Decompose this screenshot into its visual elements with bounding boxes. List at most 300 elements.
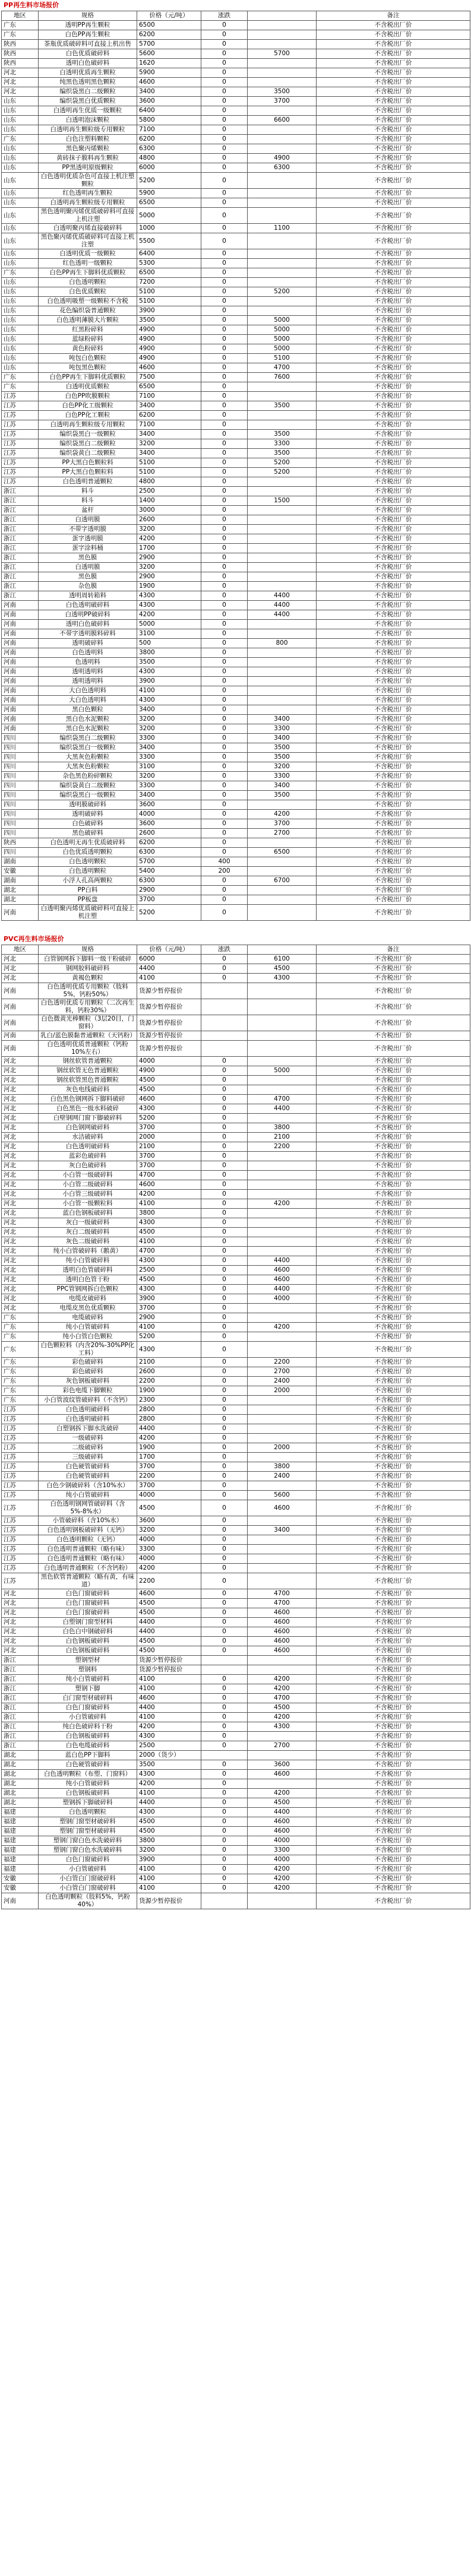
change-cell: 0 xyxy=(201,1443,248,1453)
price-cell: 2200 xyxy=(137,1377,201,1386)
change-cell: 0 xyxy=(201,224,248,233)
table-row xyxy=(2,1694,470,1703)
reference-cell: 3200 xyxy=(248,762,317,772)
reference-cell: 4000 xyxy=(248,1294,317,1304)
note-cell: 不含税出厂价 xyxy=(317,658,470,667)
spec-cell: 纯小白管破碎料 xyxy=(39,1323,137,1332)
change-cell: 0 xyxy=(201,1313,248,1323)
note-cell: 不含税出厂价 xyxy=(317,867,470,876)
price-cell: 4700 xyxy=(137,1247,201,1256)
reference-cell: 4000 xyxy=(248,1836,317,1846)
table-row xyxy=(2,983,470,999)
spec-cell: 黑白色水泥颗粒 xyxy=(39,715,137,724)
price-cell: 4000 xyxy=(137,1491,201,1500)
reference-cell xyxy=(248,1453,317,1462)
change-cell: 0 xyxy=(201,1481,248,1491)
region-cell: 四川 xyxy=(2,772,39,781)
spec-cell: 黑色破碎料 xyxy=(39,829,137,838)
region-cell: 四川 xyxy=(2,800,39,810)
note-cell: 不含税出厂价 xyxy=(317,87,470,97)
price-cell: 4600 xyxy=(137,78,201,87)
reference-cell xyxy=(248,125,317,135)
change-cell: 0 xyxy=(201,1171,248,1180)
reference-cell xyxy=(248,620,317,629)
reference-cell xyxy=(248,268,317,278)
price-cell: 4500 xyxy=(137,1827,201,1836)
region-cell: 河南 xyxy=(2,648,39,658)
price-cell: 3200 xyxy=(137,1846,201,1855)
table-row xyxy=(2,1554,470,1564)
note-cell: 不含税出厂价 xyxy=(317,1545,470,1554)
note-cell: 不含税出厂价 xyxy=(317,1722,470,1732)
price-cell: 3700 xyxy=(137,1304,201,1313)
spec-cell: 白透明优质颗粒 xyxy=(39,382,137,392)
spec-cell: 小白管三级破碎料 xyxy=(39,1190,137,1199)
change-cell: 0 xyxy=(201,886,248,895)
table-row xyxy=(2,582,470,591)
table-row xyxy=(2,233,470,249)
spec-cell: 黑色膜 xyxy=(39,553,137,563)
note-cell: 不含税出厂价 xyxy=(317,1123,470,1133)
change-cell: 0 xyxy=(201,1535,248,1545)
table-row xyxy=(2,1779,470,1789)
reference-cell: 4900 xyxy=(248,154,317,163)
reference-cell: 3500 xyxy=(248,449,317,458)
note-cell: 不含税出厂价 xyxy=(317,1627,470,1637)
spec-cell: 白色颗粒料（内含20%-30%PP化工料） xyxy=(39,1342,137,1358)
region-cell: 湖北 xyxy=(2,1789,39,1798)
region-cell: 山东 xyxy=(2,173,39,189)
region-cell: 山东 xyxy=(2,224,39,233)
change-cell: 0 xyxy=(201,591,248,601)
spec-cell: 黄褐色颗粒 xyxy=(39,974,137,983)
column-header: 地区 xyxy=(2,945,39,955)
change-cell: 0 xyxy=(201,974,248,983)
change-cell: 0 xyxy=(201,1884,248,1893)
change-cell: 0 xyxy=(201,382,248,392)
change-cell: 0 xyxy=(201,629,248,639)
spec-cell: 黄色粉碎料 xyxy=(39,344,137,354)
note-cell: 不含税出厂价 xyxy=(317,1294,470,1304)
region-cell: 河南 xyxy=(2,715,39,724)
note-cell: 不含税出厂价 xyxy=(317,1218,470,1228)
note-cell: 不含税出厂价 xyxy=(317,144,470,154)
spec-cell: 黑色膜 xyxy=(39,572,137,582)
section-title: PP再生料市场报价 xyxy=(4,1,59,9)
region-cell: 浙江 xyxy=(2,1713,39,1722)
spec-cell: 透明白色破碎料 xyxy=(39,620,137,629)
spec-cell: 白透明膜 xyxy=(39,563,137,572)
reference-cell: 4200 xyxy=(248,1675,317,1684)
spec-cell: PP板盘 xyxy=(39,895,137,905)
reference-cell xyxy=(248,1304,317,1313)
reference-cell: 5200 xyxy=(248,287,317,297)
note-cell: 不含税出厂价 xyxy=(317,1066,470,1076)
note-cell: 不含税出厂价 xyxy=(317,125,470,135)
note-cell: 不含税出厂价 xyxy=(317,800,470,810)
change-cell: 0 xyxy=(201,1386,248,1396)
price-cell: 3400 xyxy=(137,87,201,97)
reference-cell: 2700 xyxy=(248,829,317,838)
table-row xyxy=(2,1516,470,1526)
region-cell: 安徽 xyxy=(2,1884,39,1893)
reference-cell xyxy=(248,1516,317,1526)
table-row xyxy=(2,955,470,964)
note-cell: 不含税出厂价 xyxy=(317,316,470,325)
spec-cell: 吨包黑色颗粒 xyxy=(39,363,137,373)
price-cell: 2500 xyxy=(137,1266,201,1275)
price-cell: 4500 xyxy=(137,1608,201,1618)
reference-cell: 2700 xyxy=(248,1741,317,1751)
reference-cell xyxy=(248,1779,317,1789)
spec-cell: 白色透明颗粒（无钙） xyxy=(39,1535,137,1545)
reference-cell: 4700 xyxy=(248,1095,317,1104)
price-cell: 4600 xyxy=(137,363,201,373)
spec-cell: 灰色钢板破碎料 xyxy=(39,1377,137,1386)
price-cell: 2500 xyxy=(137,1741,201,1751)
reference-cell: 3600 xyxy=(248,1760,317,1770)
reference-cell: 4600 xyxy=(248,1646,317,1656)
price-cell: 7200 xyxy=(137,278,201,287)
reference-cell xyxy=(248,999,317,1015)
price-cell: 5400 xyxy=(137,867,201,876)
price-cell: 4200 xyxy=(137,1722,201,1732)
change-cell: 0 xyxy=(201,1770,248,1779)
reference-cell xyxy=(248,983,317,999)
change-cell: 0 xyxy=(201,1637,248,1646)
table-row xyxy=(2,1256,470,1266)
table-row xyxy=(2,1893,470,1909)
change-cell: 0 xyxy=(201,1415,248,1424)
price-cell: 2300 xyxy=(137,1396,201,1405)
note-cell: 不含税出厂价 xyxy=(317,734,470,743)
region-cell: 河北 xyxy=(2,87,39,97)
price-cell: 4800 xyxy=(137,154,201,163)
region-cell: 河南 xyxy=(2,705,39,715)
region-cell: 广东 xyxy=(2,1323,39,1332)
spec-cell: 白色透明颗粒 xyxy=(39,1808,137,1817)
reference-cell xyxy=(248,1247,317,1256)
reference-cell: 5100 xyxy=(248,354,317,363)
price-cell: 3200 xyxy=(137,772,201,781)
note-cell: 不含税出厂价 xyxy=(317,249,470,259)
spec-cell: 不带字透明膜 xyxy=(39,525,137,534)
spec-cell: 小管破碎料（含10%水） xyxy=(39,1516,137,1526)
price-cell: 4200 xyxy=(137,1434,201,1443)
reference-cell xyxy=(248,144,317,154)
price-cell: 3200 xyxy=(137,439,201,449)
price-cell: 4400 xyxy=(137,1424,201,1434)
spec-cell: 小白管破碎料 xyxy=(39,1713,137,1722)
price-cell: 5800 xyxy=(137,116,201,125)
reference-cell: 5700 xyxy=(248,49,317,59)
spec-cell: 白透明PP破碎料 xyxy=(39,610,137,620)
table-row xyxy=(2,21,470,30)
reference-cell xyxy=(248,411,317,420)
spec-cell: 小白管波纹管破碎料（不含钙） xyxy=(39,1396,137,1405)
table-row xyxy=(2,639,470,648)
reference-cell xyxy=(248,487,317,496)
price-cell: 4300 xyxy=(137,591,201,601)
reference-cell: 4600 xyxy=(248,1500,317,1516)
table-row xyxy=(2,411,470,420)
column-header: 地区 xyxy=(2,11,39,21)
spec-cell: 白透明再生颗粒级专用颗粒 xyxy=(39,420,137,430)
price-cell: 500 xyxy=(137,639,201,648)
spec-cell: 黑色软管普通颗粒（略有黄，有味道） xyxy=(39,1573,137,1589)
change-cell: 0 xyxy=(201,325,248,335)
spec-cell: 钢丝软管黑色普通颗粒 xyxy=(39,1076,137,1085)
table-row xyxy=(2,1313,470,1323)
spec-cell: 二级破碎料 xyxy=(39,1443,137,1453)
region-cell: 浙江 xyxy=(2,1741,39,1751)
region-cell: 河北 xyxy=(2,1161,39,1171)
change-cell: 0 xyxy=(201,1573,248,1589)
note-cell: 不含税出厂价 xyxy=(317,287,470,297)
region-cell: 湖北 xyxy=(2,895,39,905)
change-cell: 0 xyxy=(201,1104,248,1114)
region-cell: 河北 xyxy=(2,1608,39,1618)
table-row xyxy=(2,78,470,87)
region-cell: 河北 xyxy=(2,1285,39,1294)
region-cell: 河北 xyxy=(2,1057,39,1066)
table-row xyxy=(2,1798,470,1808)
table-row xyxy=(2,249,470,259)
table-row xyxy=(2,477,470,487)
region-cell: 广东 xyxy=(2,1367,39,1377)
region-cell: 广东 xyxy=(2,373,39,382)
change-cell: 0 xyxy=(201,686,248,696)
region-cell: 河南 xyxy=(2,677,39,686)
spec-cell: 白色PP化工颗粒 xyxy=(39,411,137,420)
change-cell: 0 xyxy=(201,848,248,857)
note-cell: 不含税出厂价 xyxy=(317,1836,470,1846)
reference-cell: 4600 xyxy=(248,1266,317,1275)
region-cell: 广东 xyxy=(2,21,39,30)
table-row xyxy=(2,886,470,895)
note-cell: 不含税出厂价 xyxy=(317,1874,470,1884)
note-cell: 不含税出厂价 xyxy=(317,224,470,233)
change-cell: 0 xyxy=(201,1123,248,1133)
table-row xyxy=(2,1545,470,1554)
price-cell: 2900 xyxy=(137,1313,201,1323)
table-row xyxy=(2,1770,470,1779)
table-row xyxy=(2,1760,470,1770)
reference-cell: 3700 xyxy=(248,819,317,829)
spec-cell: 蛋字涂料桶 xyxy=(39,544,137,553)
spec-cell: PP白料 xyxy=(39,886,137,895)
price-cell: 5900 xyxy=(137,68,201,78)
note-cell: 不含税出厂价 xyxy=(317,354,470,363)
note-cell: 不含税出厂价 xyxy=(317,325,470,335)
table-row xyxy=(2,1031,470,1041)
price-cell: 2600 xyxy=(137,1367,201,1377)
table-row xyxy=(2,1526,470,1535)
region-cell: 山东 xyxy=(2,116,39,125)
reference-cell xyxy=(248,553,317,563)
spec-cell: 塑钢拆下脚破碎料 xyxy=(39,1798,137,1808)
change-cell: 0 xyxy=(201,582,248,591)
table-row xyxy=(2,1564,470,1573)
table-row xyxy=(2,1703,470,1713)
table-row xyxy=(2,1114,470,1123)
table-row xyxy=(2,525,470,534)
spec-cell: 编织袋黑白一级颗粒 xyxy=(39,430,137,439)
note-cell: 不含税出厂价 xyxy=(317,753,470,762)
region-cell: 山东 xyxy=(2,208,39,224)
reference-cell: 4700 xyxy=(248,1589,317,1599)
reference-cell: 4500 xyxy=(248,964,317,974)
table-row xyxy=(2,1808,470,1817)
price-cell: 4700 xyxy=(137,1171,201,1180)
price-cell: 4100 xyxy=(137,1237,201,1247)
price-cell: 5600 xyxy=(137,49,201,59)
table-row xyxy=(2,496,470,506)
spec-cell: 黑色透明聚丙烯优质破碎料可直接上机注塑 xyxy=(39,208,137,224)
note-cell: 不含税出厂价 xyxy=(317,1313,470,1323)
change-cell: 0 xyxy=(201,363,248,373)
reference-cell xyxy=(248,1434,317,1443)
region-cell: 广东 xyxy=(2,1358,39,1367)
spec-cell: 黑色聚丙烯优质破碎料可直接上机注塑 xyxy=(39,233,137,249)
price-cell: 1400 xyxy=(137,496,201,506)
reference-cell: 4600 xyxy=(248,1770,317,1779)
region-cell: 广东 xyxy=(2,382,39,392)
price-cell: 3600 xyxy=(137,97,201,106)
change-cell xyxy=(201,1031,248,1041)
change-cell: 0 xyxy=(201,563,248,572)
price-cell: 3800 xyxy=(137,648,201,658)
change-cell: 400 xyxy=(201,857,248,867)
change-cell: 0 xyxy=(201,1722,248,1732)
region-cell: 四川 xyxy=(2,734,39,743)
change-cell: 0 xyxy=(201,59,248,68)
spec-cell: 灰白色破碎料 xyxy=(39,1161,137,1171)
reference-cell xyxy=(248,1396,317,1405)
price-cell: 6200 xyxy=(137,30,201,40)
reference-cell xyxy=(248,1218,317,1228)
note-cell: 不含税出厂价 xyxy=(317,591,470,601)
change-cell: 0 xyxy=(201,895,248,905)
region-cell: 四川 xyxy=(2,762,39,772)
change-cell: 0 xyxy=(201,477,248,487)
note-cell: 不含税出厂价 xyxy=(317,1500,470,1516)
price-cell: 2200 xyxy=(137,1573,201,1589)
reference-cell: 3400 xyxy=(248,781,317,791)
note-cell: 不含税出厂价 xyxy=(317,1396,470,1405)
change-cell: 0 xyxy=(201,648,248,658)
change-cell: 0 xyxy=(201,1266,248,1275)
region-cell: 河南 xyxy=(2,658,39,667)
reference-cell xyxy=(248,1342,317,1358)
note-cell: 不含税出厂价 xyxy=(317,1846,470,1855)
reference-cell: 4500 xyxy=(248,1703,317,1713)
note-cell: 不含税出厂价 xyxy=(317,667,470,677)
reference-cell xyxy=(248,838,317,848)
spec-cell: 白色微黄光棒颗粒（3层20目，门窗料） xyxy=(39,1015,137,1031)
change-cell: 0 xyxy=(201,829,248,838)
note-cell: 不含税出厂价 xyxy=(317,1675,470,1684)
reference-cell xyxy=(248,233,317,249)
reference-cell xyxy=(248,1573,317,1589)
table-row xyxy=(2,1190,470,1199)
spec-cell: 编织袋黑白优质颗粒 xyxy=(39,97,137,106)
region-cell: 河北 xyxy=(2,1294,39,1304)
reference-cell: 4600 xyxy=(248,1275,317,1285)
spec-cell: 白色透明颗粒（肢料5%，钙粉40%） xyxy=(39,1893,137,1909)
reference-cell: 3300 xyxy=(248,772,317,781)
region-cell: 江苏 xyxy=(2,1545,39,1554)
price-cell: 3400 xyxy=(137,705,201,715)
change-cell: 0 xyxy=(201,439,248,449)
table-row xyxy=(2,259,470,268)
region-cell: 福建 xyxy=(2,1817,39,1827)
spec-cell: 灰色电线破碎料 xyxy=(39,1085,137,1095)
note-cell: 不含税出厂价 xyxy=(317,468,470,477)
note-cell: 不含税出厂价 xyxy=(317,1304,470,1313)
table-row xyxy=(2,1472,470,1481)
region-cell: 广东 xyxy=(2,30,39,40)
change-cell: 0 xyxy=(201,233,248,249)
note-cell: 不含税出厂价 xyxy=(317,629,470,639)
reference-cell xyxy=(248,1114,317,1123)
reference-cell xyxy=(248,800,317,810)
note-cell: 不含税出厂价 xyxy=(317,1789,470,1798)
price-cell: 4400 xyxy=(137,1627,201,1637)
region-cell: 四川 xyxy=(2,848,39,857)
spec-cell: 白色白中钢破碎料 xyxy=(39,1627,137,1637)
note-cell: 不含税出厂价 xyxy=(317,1256,470,1266)
price-cell: 3900 xyxy=(137,677,201,686)
spec-cell: 纯白色破碎料干粉 xyxy=(39,1722,137,1732)
note-cell: 不含税出厂价 xyxy=(317,382,470,392)
reference-cell xyxy=(248,582,317,591)
table-row xyxy=(2,791,470,800)
column-header: 涨跌 xyxy=(201,945,248,955)
table-row xyxy=(2,1827,470,1836)
change-cell: 0 xyxy=(201,458,248,468)
spec-cell: 小白管一级破碎料 xyxy=(39,1171,137,1180)
price-cell: 4300 xyxy=(137,1256,201,1266)
price-cell: 6300 xyxy=(137,848,201,857)
price-cell: 4200 xyxy=(137,1190,201,1199)
change-cell: 0 xyxy=(201,154,248,163)
region-cell: 山东 xyxy=(2,189,39,198)
table-row xyxy=(2,715,470,724)
table-row xyxy=(2,487,470,496)
change-cell: 0 xyxy=(201,1434,248,1443)
reference-cell: 4200 xyxy=(248,1865,317,1874)
note-cell: 不含税出厂价 xyxy=(317,1554,470,1564)
note-cell: 不含税出厂价 xyxy=(317,1808,470,1817)
table-row xyxy=(2,1057,470,1066)
note-cell: 不含税出厂价 xyxy=(317,1332,470,1342)
region-cell: 四川 xyxy=(2,743,39,753)
region-cell: 江苏 xyxy=(2,430,39,439)
reference-cell xyxy=(248,135,317,144)
change-cell xyxy=(201,1893,248,1909)
spec-cell: 透明破碎料 xyxy=(39,810,137,819)
note-cell: 不含税出厂价 xyxy=(317,582,470,591)
note-cell: 不含税出厂价 xyxy=(317,974,470,983)
spec-cell: 透明透明料 xyxy=(39,667,137,677)
region-cell: 河北 xyxy=(2,1199,39,1209)
note-cell: 不含税出厂价 xyxy=(317,886,470,895)
note-cell: 不含税出厂价 xyxy=(317,857,470,867)
table-row xyxy=(2,1836,470,1846)
region-cell: 山东 xyxy=(2,233,39,249)
region-cell: 河南 xyxy=(2,601,39,610)
